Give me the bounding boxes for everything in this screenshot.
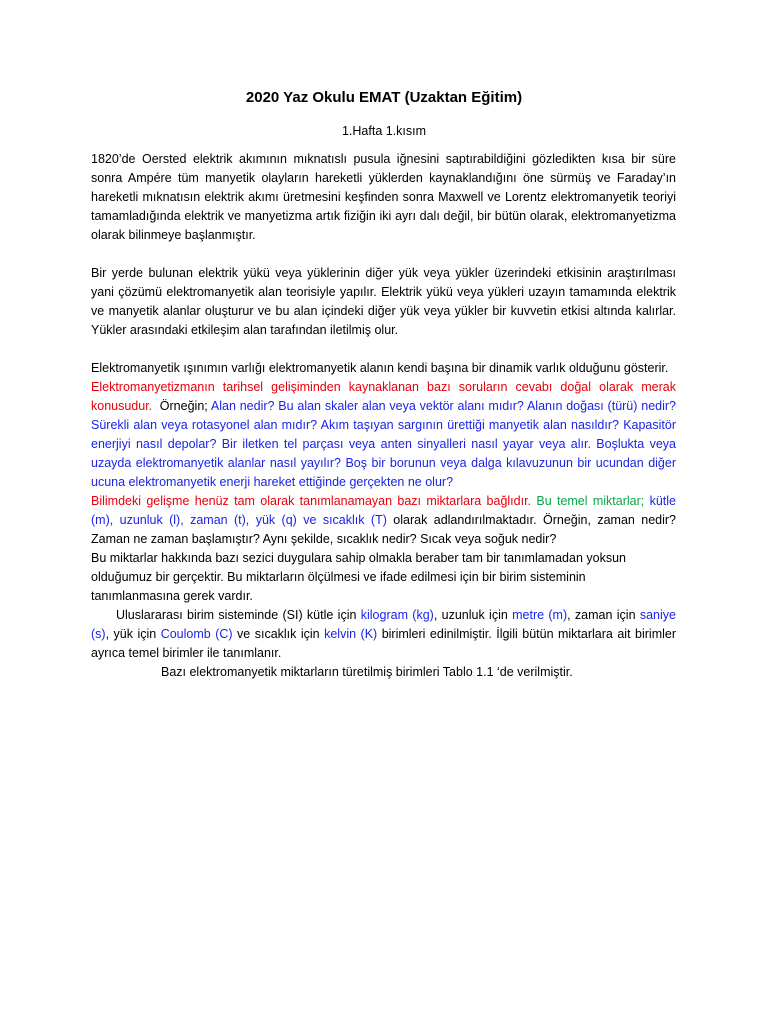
- paragraph-history: 1820’de Oersted elektrik akımının mıknatıslı pusula iğnesini saptırabildiğini gözledikten kısa bir süre sonra Ampére tüm manyetik olayların hareketli yüklerden kaynaklandığını öne sürmüş ve Faraday’ın hareketli mıknatısın elektrik akımı üretmesini keşfinden sonra Maxwell ve Lorentz elektromanyetik teoriyi tamamladığında elektrik ve manyetizma artık fiziğin iki ayrı dalı değil, bir bütün olarak, elektromanyetizma olarak bilinmeye başlanmıştır.: [91, 152, 676, 242]
- si-text-2: , uzunluk için: [433, 608, 513, 622]
- quantities-blue: kütle (m), uzunluk (l), zaman (t), yük (q) ve sıcaklık (T): [91, 494, 676, 527]
- paragraph-si-units: [91, 606, 676, 663]
- paragraph-gap: [91, 340, 676, 359]
- paragraph-field-theory: Bir yerde bulunan elektrik yükü veya yüklerinin diğer yük veya yükler üzerindeki etkisinin araştırılması yani çözümü elektromanyetik alan teorisiyle yapılır. Elektrik yükü veya yükleri uzayın tamamında elektrik ve manyetik alanlar oluşturur ve bu alan içindeki diğer yük veya yükler bir kuvvetin etkisi altında kalırlar. Yükler arasındaki etkileşim alan tarafından iletilmiş olur.: [91, 266, 676, 337]
- si-unit-metre: metre (m): [512, 608, 568, 622]
- document-subtitle: 1.Hafta 1.kısım: [341, 124, 427, 138]
- questions-blue: Alan nedir? Bu alan skaler alan veya vektör alanı mıdır? Alanın doğası (türü) nedir? Sürekli alan veya rotasyonel alan mıdır? Akım taşıyan sargının ürettiği manyetik alan nasıldır? Kapasitör enerjiyi nasıl depolar? Bir iletken tel parçası veya anten sinyalleri nasıl yayar veya alır. Boşlukta veya uzayda elektromanyetik alanlar nasıl yayılır? Boş bir borunun veya dalga kılavuzunun bir ucundan diğer ucuna elektromanyetik enerji hareket ettiğinde gerçekten ne olur?: [91, 399, 676, 489]
- paragraph-fundamental-quantities: [91, 492, 676, 549]
- si-text-3: , zaman için: [567, 608, 640, 622]
- si-unit-saniye: saniye (s): [91, 608, 676, 641]
- document-body: [91, 150, 676, 682]
- si-unit-coulomb: Coulomb (C): [160, 627, 233, 641]
- questions-example-label: Örneğin;: [152, 399, 211, 413]
- paragraph-gap: [91, 245, 676, 264]
- si-unit-kilogram: kilogram (kg): [360, 608, 434, 622]
- si-text-1: Uluslararası birim sisteminde (SI) kütle için: [116, 608, 361, 622]
- quantities-green: Bu temel miktarlar;: [531, 494, 645, 508]
- paragraph-questions: [91, 378, 676, 492]
- si-unit-kelvin: kelvin (K): [324, 627, 378, 641]
- si-text-4: , yük için: [105, 627, 161, 641]
- si-text-6: birimleri edinilmiştir. İlgili bütün miktarlara ait birimler ayrıca temel birimler ile tanımlanır.: [91, 627, 676, 660]
- paragraph-table-reference: Bazı elektromanyetik miktarların türetilmiş birimleri Tablo 1.1 ‘de verilmiştir.: [161, 665, 573, 679]
- quantities-black: olarak adlandırılmaktadır. Örneğin, zaman nedir? Zaman ne zaman başlamıştır? Aynı şekilde, sıcaklık nedir? Sıcak veya soğuk nedir?: [91, 513, 677, 546]
- paragraph-definition: Bu miktarlar hakkında bazı sezici duygulara sahip olmakla beraber tam bir tanımlamadan yoksun olduğumuz bir gerçektir. Bu miktarların ölçülmesi ve ifade edilmesi için bir birim sisteminin tanımlanmasına gerek vardır.: [91, 551, 626, 603]
- si-text-5: ve sıcaklık için: [232, 627, 325, 641]
- questions-intro-red: Elektromanyetizmanın tarihsel gelişiminden kaynaklanan bazı soruların cevabı doğal olarak merak konusudur.: [91, 380, 676, 413]
- document-title: 2020 Yaz Okulu EMAT (Uzaktan Eğitim): [245, 89, 523, 106]
- quantities-red: Bilimdeki gelişme henüz tam olarak tanımlanamayan bazı miktarlara bağlıdır.: [91, 494, 532, 508]
- paragraph-radiation: Elektromanyetik ışınımın varlığı elektromanyetik alanın kendi başına bir dinamik varlık olduğunu gösterir.: [91, 361, 669, 375]
